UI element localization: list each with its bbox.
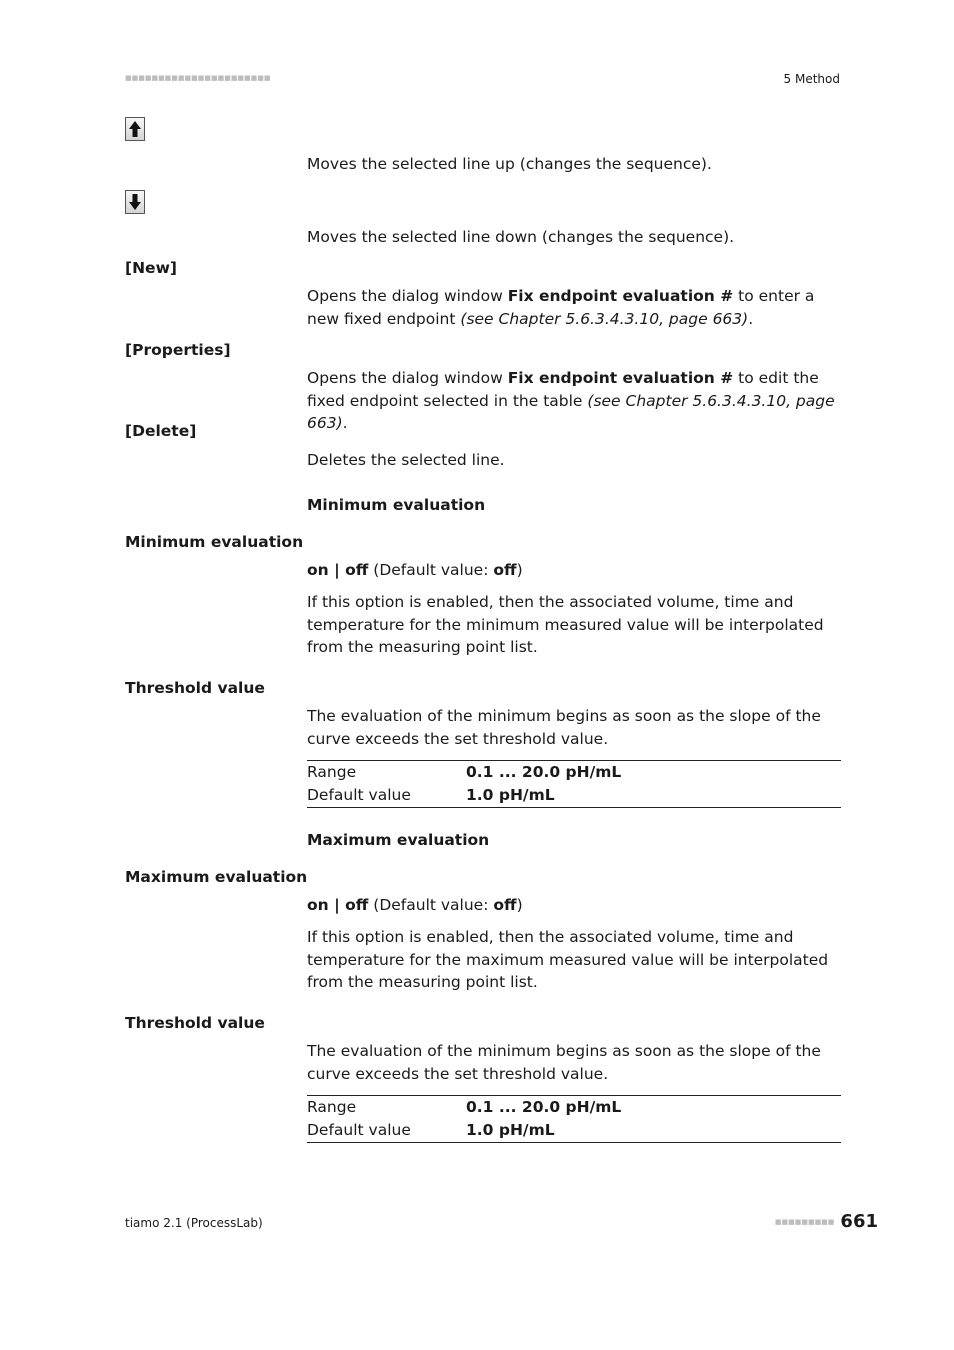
page-footer-right xyxy=(775,1211,878,1232)
maximum-evaluation-description: If this option is enabled, then the associated volume, time and temperature for the maximum measured value will be interpolated from the measuring point list. xyxy=(307,928,829,991)
default-value: 1.0 pH/mL xyxy=(466,786,555,804)
default-value: 1.0 pH/mL xyxy=(466,1121,555,1139)
range-value: 0.1 ... 20.0 pH/mL xyxy=(466,763,622,781)
move-up-button[interactable] xyxy=(125,117,145,141)
move-up-description: Moves the selected line up (changes the sequence). xyxy=(307,155,712,173)
minimum-evaluation-options: on | off (Default value: off) xyxy=(307,561,523,579)
new-button-label: [New] xyxy=(125,259,177,277)
range-value: 0.1 ... 20.0 pH/mL xyxy=(466,1098,622,1116)
maximum-evaluation-label: Maximum evaluation xyxy=(125,868,308,886)
new-button-description: Opens the dialog window Fix endpoint evaluation # to enter a new fixed endpoint (see Chapter 5.6.3.4.3.10, page 663). xyxy=(307,287,815,328)
minimum-threshold-table xyxy=(307,760,841,808)
maximum-threshold-label: Threshold value xyxy=(125,1014,265,1032)
default-key: Default value xyxy=(307,1121,411,1139)
chapter-reference-link[interactable]: (see Chapter 5.6.3.4.3.10, page 663) xyxy=(460,309,749,328)
minimum-threshold-label: Threshold value xyxy=(125,679,265,697)
product-name: tiamo 2.1 (ProcessLab) xyxy=(125,1216,263,1230)
maximum-threshold-description: The evaluation of the minimum begins as soon as the slope of the curve exceeds the set threshold value. xyxy=(307,1042,821,1083)
arrow-up-icon xyxy=(128,120,142,138)
default-key: Default value xyxy=(307,786,411,804)
properties-button-description: Opens the dialog window Fix endpoint evaluation # to edit the fixed endpoint selected in the table (see Chapter 5.6.3.4.3.10, page 663). xyxy=(307,369,835,432)
minimum-threshold-description: The evaluation of the minimum begins as soon as the slope of the curve exceeds the set threshold value. xyxy=(307,707,821,748)
delete-button-label: [Delete] xyxy=(125,422,197,440)
footer-decoration: ■■■■■■■■■ xyxy=(774,1217,835,1226)
maximum-evaluation-options: on | off (Default value: off) xyxy=(307,896,523,914)
chapter-reference-link[interactable]: (see Chapter 5.6.3.4.3.10, page 663) xyxy=(307,391,835,432)
chapter-title: 5 Method xyxy=(783,72,840,86)
maximum-threshold-table xyxy=(307,1095,841,1143)
minimum-evaluation-label: Minimum evaluation xyxy=(125,533,304,551)
arrow-down-icon xyxy=(128,193,142,211)
header-decoration: ■■■■■■■■■■■■■■■■■■■■■■ xyxy=(125,74,271,82)
delete-button-description: Deletes the selected line. xyxy=(307,451,505,469)
table-row xyxy=(307,1096,841,1119)
page-number: 661 xyxy=(840,1211,878,1232)
properties-button-label: [Properties] xyxy=(125,341,231,359)
table-row xyxy=(307,784,841,807)
table-row xyxy=(307,1119,841,1142)
move-down-button[interactable] xyxy=(125,190,145,214)
minimum-evaluation-description: If this option is enabled, then the associated volume, time and temperature for the minimum measured value will be interpolated from the measuring point list. xyxy=(307,593,824,656)
minimum-section-title: Minimum evaluation xyxy=(307,496,486,514)
maximum-section-title: Maximum evaluation xyxy=(307,831,490,849)
table-row xyxy=(307,761,841,784)
move-down-description: Moves the selected line down (changes the sequence). xyxy=(307,228,735,246)
range-key: Range xyxy=(307,1098,357,1116)
range-key: Range xyxy=(307,763,357,781)
